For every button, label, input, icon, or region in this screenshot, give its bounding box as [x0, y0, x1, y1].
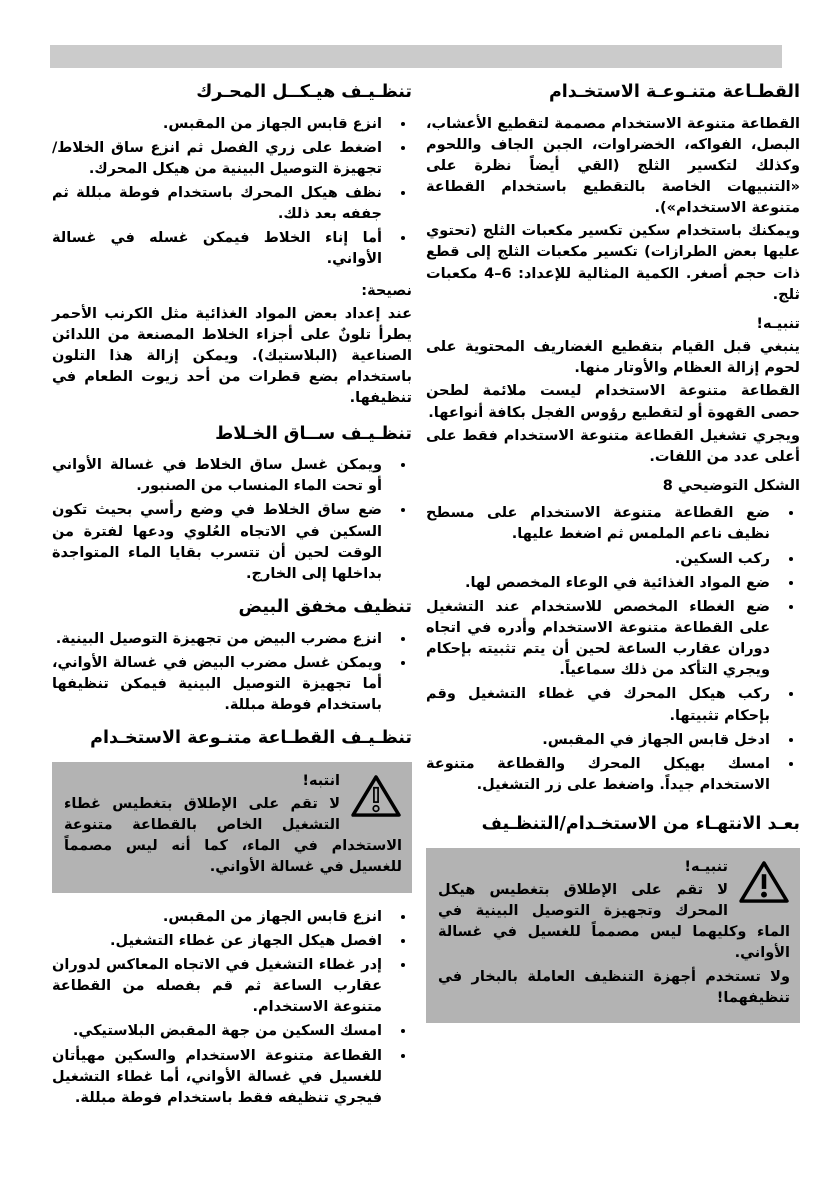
section-title-whisk-cleaning: تنظيف مخفق البيض	[238, 597, 412, 618]
notice-paragraph: ينبغي قبل القيام بتقطيع الغضاريف المحتوية على لحوم إزالة العظام والأوتار منها.	[426, 339, 800, 377]
list-item: • انزع مضرب البيض من تجهيزة التوصيل البينية.	[52, 629, 390, 650]
list-item: • ضع القطاعة متنوعة الاستخدام على مسطح نظيف ناعم الملمس ثم اضغط عليها.	[426, 503, 778, 545]
section-title-blender-foot-cleaning: تنظـيـف ســاق الخـلاط	[215, 423, 412, 444]
warning-box-after-use	[426, 848, 800, 1023]
caution-triangle-icon	[350, 773, 402, 826]
paragraph-ice: ويمكنك باستخدام سكين تكسير مكعبات الثلج (تحتوي عليها بعض الطرازات) تكسير مكعبات الثلج إلى قطع ذات حجم أصغر. الكمية المثالية للإعداد: 6–4 مكعبات ثلج.	[426, 223, 801, 303]
warning-title: تنبيـه!	[684, 858, 728, 875]
list-item: • انزع قابس الجهاز من المقبس.	[52, 907, 390, 928]
list-item: • ركب هيكل المحرك في غطاء التشغيل وقم بإحكام تثبيتها.	[426, 684, 778, 726]
list-item: • إدر غطاء التشغيل في الاتجاه المعاكس لدوران عقارب الساعة ثم قم بفصله من القطاعة متنوعة الاستخدام.	[52, 955, 390, 1018]
caution-text: لا تقم على الإطلاق بتغطيس غطاء التشغيل الخاص بالقطاعة متنوعة الاستخدام في الماء، كما أنه ليس مصمماً للغسيل في غسالة الأواني.	[64, 795, 402, 876]
section-title-after-use: بعـد الانتهـاء من الاستخـدام/التنظـيف	[481, 814, 800, 835]
tip-text: عند إعداد بعض المواد الغذائية مثل الكرنب الأحمر يطرأ تلونٌ على أجزاء الخلاط المصنعة من اللدائن الصناعية (البلاستيك). ويمكن إزالة هذا التلون باستخدام بضع قطرات من أحد زيوت الطعام في تنظيفها.	[52, 305, 412, 407]
list-item: • ركب السكين.	[426, 549, 778, 570]
list-item: • امسك السكين من جهة المقبض البلاستيكي.	[52, 1021, 390, 1042]
whisk-cleaning-list	[52, 629, 412, 717]
list-item: • ادخل قابس الجهاز في المقبس.	[426, 730, 778, 751]
list-item: • اضغط على زري الفصل ثم انزع ساق الخلاط/تجهيزة التوصيل البينية من هيكل المحرك.	[52, 138, 390, 180]
column-right	[426, 80, 800, 1037]
list-item: • ويمكن غسل مضرب البيض في غسالة الأواني، أما تجهيزة التوصيل البينية فيمكن تنظيفها باستخدام فوطة مبللة.	[52, 653, 390, 716]
page-content	[52, 80, 800, 1119]
list-item: • ضع الغطاء المخصص للاستخدام عند التشغيل على القطاعة متنوعة الاستخدام وأدره في اتجاه دوران عقارب الساعة لحين أن يتم تثبيته بإحكام ويجري التأكد من ذلك سماعياً.	[426, 597, 778, 682]
section-title-cutter-cleaning: تنظـيـف القطـاعة متنـوعة الاستخـدام	[90, 728, 412, 749]
list-item: • انزع قابس الجهاز من المقبس.	[52, 114, 390, 135]
warning-text: لا تقم على الإطلاق بتغطيس هيكل المحرك وتجهيزة التوصيل البينية في الماء وكليهما ليس مصمماً للغسيل في غسالة الأواني.	[438, 881, 790, 962]
list-item: • امسك بهيكل المحرك والقطاعة متنوعة الاستخدام جيداً. واضغط على زر التشغيل.	[426, 754, 778, 796]
list-item: • القطاعة متنوعة الاستخدام والسكين مهيأتان للغسيل في غسالة الأواني، أما غطاء التشغيل فيجري تنظيفه فقط باستخدام فوطة مبللة.	[52, 1046, 390, 1109]
notice-label: تنبيـه!	[756, 315, 800, 332]
section-title-motor-cleaning: تنظـيـف هيـكــل المحـرك	[196, 82, 412, 102]
usage-steps-list	[426, 503, 800, 796]
caution-title: انتبه!	[302, 772, 340, 789]
blender-foot-cleaning-list	[52, 455, 412, 585]
list-item: • ضع ساق الخلاط في وضع رأسي بحيث تكون السكين في الاتجاه العُلوي ودعها لفترة من الوقت لحين أن تتسرب بقايا الماء المتواجدة بداخلها إلى الخارج.	[52, 500, 390, 585]
tip-label: نصيحة:	[361, 282, 412, 299]
cutter-cleaning-list	[52, 907, 412, 1109]
warning-triangle-icon	[738, 859, 790, 912]
list-item: • افصل هيكل الجهاز عن غطاء التشغيل.	[52, 931, 390, 952]
list-item: • أما إناء الخلاط فيمكن غسله في غسالة الأواني.	[52, 228, 390, 270]
list-item: • ضع المواد الغذائية في الوعاء المخصص لها.	[426, 573, 778, 594]
notice-paragraph: القطاعة متنوعة الاستخدام ليست ملائمة لطحن حصى القهوة أو لتقطيع رؤوس الفجل بكافة أنواعها.	[426, 383, 800, 421]
warning-text: ولا تستخدم أجهزة التنظيف العاملة بالبخار في تنظيفهما!	[438, 968, 790, 1006]
notice-paragraph: ويجري تشغيل القطاعة متنوعة الاستخدام فقط على أعلى عدد من اللفات.	[426, 427, 800, 465]
column-left	[52, 80, 412, 1119]
list-item: • ويمكن غسل ساق الخلاط في غسالة الأواني أو تحت الماء المنساب من الصنبور.	[52, 455, 390, 497]
figure-reference-label: الشكل التوضيحي 8	[662, 478, 800, 495]
caution-box-cutter	[52, 762, 412, 893]
list-item: • نظف هيكل المحرك باستخدام فوطة مبللة ثم جففه بعد ذلك.	[52, 183, 390, 225]
header-gray-bar	[50, 45, 782, 68]
motor-cleaning-list	[52, 114, 412, 271]
section-title-universal-cutter: القطـاعة متنـوعـة الاستخـدام	[548, 82, 800, 102]
paragraph-intro: القطاعة متنوعة الاستخدام مصممة لتقطيع الأعشاب، البصل، الفواكه، الخضراوات، الجبن الجاف واللحوم وكذلك لتكسير الثلج (القي أيضاً نظرة على «التنبيهات الخاصة بالتقطيع باستخدام القطاعة متنوعة الاستخدام»).	[426, 115, 800, 217]
